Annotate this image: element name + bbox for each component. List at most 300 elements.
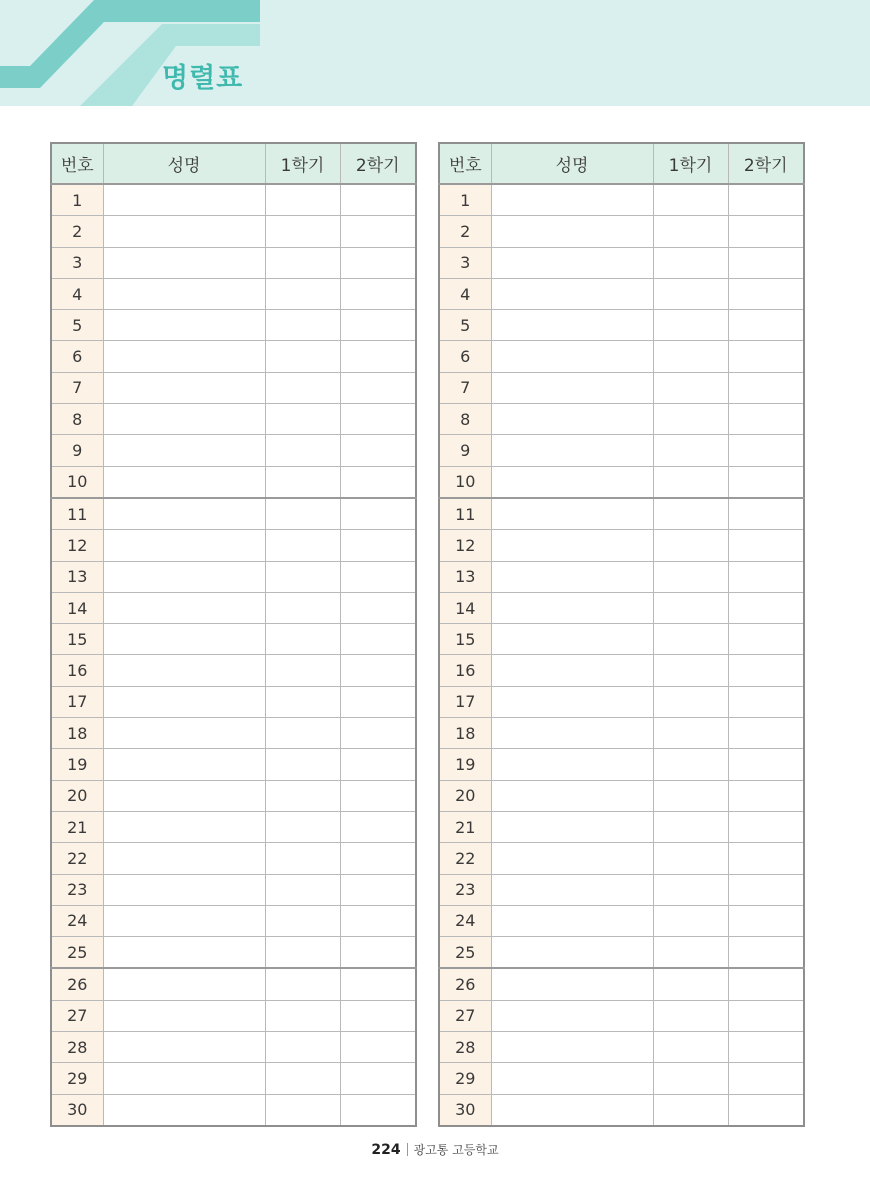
semester-2-cell[interactable] [728,655,804,686]
semester-1-cell[interactable] [265,843,340,874]
name-cell[interactable] [103,466,265,498]
row-number: 26 [439,968,491,1000]
semester-2-cell[interactable] [728,780,804,811]
page-number: 224 [371,1142,401,1158]
table-row [439,968,804,1000]
name-cell[interactable] [103,811,265,842]
row-number: 14 [51,592,103,623]
row-number: 4 [439,278,491,309]
semester-1-cell[interactable] [653,718,728,749]
table-row [51,341,416,372]
semester-2-cell[interactable] [340,655,416,686]
name-cell[interactable] [103,498,265,530]
semester-1-cell[interactable] [265,686,340,717]
table-row [439,530,804,561]
header-semester-1: 1학기 [265,143,340,184]
row-number: 17 [439,686,491,717]
semester-1-cell[interactable] [653,530,728,561]
semester-1-cell[interactable] [265,749,340,780]
name-cell[interactable] [491,498,653,530]
row-number: 24 [51,905,103,936]
name-cell[interactable] [103,1094,265,1126]
semester-2-cell[interactable] [340,1000,416,1031]
semester-2-cell[interactable] [340,404,416,435]
semester-1-cell[interactable] [653,780,728,811]
row-number: 5 [439,310,491,341]
name-cell[interactable] [103,1032,265,1063]
semester-1-cell[interactable] [265,1094,340,1126]
row-number: 13 [439,561,491,592]
semester-1-cell[interactable] [265,905,340,936]
name-cell[interactable] [103,937,265,969]
semester-2-cell[interactable] [728,718,804,749]
semester-2-cell[interactable] [340,968,416,1000]
semester-1-cell[interactable] [653,968,728,1000]
semester-1-cell[interactable] [653,811,728,842]
semester-2-cell[interactable] [340,905,416,936]
name-cell[interactable] [491,341,653,372]
semester-1-cell[interactable] [265,372,340,403]
table-row [439,718,804,749]
row-number: 15 [51,624,103,655]
name-cell[interactable] [103,905,265,936]
footer-divider [407,1143,408,1156]
row-number: 1 [51,184,103,216]
table-row [51,1094,416,1126]
name-cell[interactable] [103,372,265,403]
semester-2-cell[interactable] [728,686,804,717]
table-row [439,1094,804,1126]
semester-1-cell[interactable] [653,404,728,435]
row-number: 19 [439,749,491,780]
name-cell[interactable] [103,278,265,309]
name-cell[interactable] [491,1032,653,1063]
row-number: 25 [439,937,491,969]
semester-1-cell[interactable] [653,278,728,309]
semester-1-cell[interactable] [653,937,728,969]
semester-1-cell[interactable] [265,811,340,842]
row-number: 21 [439,811,491,842]
semester-1-cell[interactable] [653,247,728,278]
semester-1-cell[interactable] [265,435,340,466]
row-number: 27 [51,1000,103,1031]
semester-1-cell[interactable] [265,278,340,309]
table-row [51,780,416,811]
name-cell[interactable] [491,561,653,592]
row-number: 3 [439,247,491,278]
semester-1-cell[interactable] [265,655,340,686]
table-row [51,937,416,969]
row-number: 22 [51,843,103,874]
table-row [51,561,416,592]
row-number: 16 [51,655,103,686]
name-cell[interactable] [491,530,653,561]
table-row [439,498,804,530]
semester-1-cell[interactable] [265,341,340,372]
semester-2-cell[interactable] [728,624,804,655]
table-row [439,1032,804,1063]
row-number: 5 [51,310,103,341]
row-number: 30 [439,1094,491,1126]
semester-1-cell[interactable] [265,247,340,278]
semester-2-cell[interactable] [340,466,416,498]
table-row [51,372,416,403]
row-number: 3 [51,247,103,278]
semester-2-cell[interactable] [728,905,804,936]
header-semester-1: 1학기 [653,143,728,184]
semester-1-cell[interactable] [265,1000,340,1031]
table-row [439,310,804,341]
page-footer [0,1141,870,1158]
semester-2-cell[interactable] [728,278,804,309]
semester-2-cell[interactable] [728,530,804,561]
semester-1-cell[interactable] [265,184,340,216]
semester-2-cell[interactable] [728,749,804,780]
row-number: 11 [439,498,491,530]
semester-2-cell[interactable] [340,498,416,530]
header-name: 성명 [103,143,265,184]
table-row [51,466,416,498]
name-cell[interactable] [103,310,265,341]
name-cell[interactable] [103,874,265,905]
name-cell[interactable] [103,404,265,435]
table-row [51,686,416,717]
row-number: 24 [439,905,491,936]
table-row [439,937,804,969]
semester-2-cell[interactable] [340,216,416,247]
name-cell[interactable] [491,372,653,403]
table-row [51,310,416,341]
semester-1-cell[interactable] [653,1000,728,1031]
semester-1-cell[interactable] [653,310,728,341]
name-cell[interactable] [491,968,653,1000]
name-cell[interactable] [103,435,265,466]
semester-1-cell[interactable] [265,404,340,435]
name-cell[interactable] [103,686,265,717]
semester-1-cell[interactable] [653,216,728,247]
row-number: 12 [51,530,103,561]
page-title: 명렬표 [162,63,244,94]
name-cell[interactable] [491,655,653,686]
name-cell[interactable] [491,184,653,216]
name-cell[interactable] [103,184,265,216]
semester-1-cell[interactable] [653,1094,728,1126]
semester-1-cell[interactable] [265,216,340,247]
table-row [51,1063,416,1094]
row-number: 12 [439,530,491,561]
table-row [439,404,804,435]
table-row [439,561,804,592]
name-cell[interactable] [103,780,265,811]
name-cell[interactable] [103,247,265,278]
semester-2-cell[interactable] [340,1094,416,1126]
name-cell[interactable] [491,843,653,874]
semester-1-cell[interactable] [653,624,728,655]
row-number: 7 [439,372,491,403]
semester-2-cell[interactable] [340,592,416,623]
table-row [51,718,416,749]
table-row [51,404,416,435]
name-cell[interactable] [491,466,653,498]
semester-1-cell[interactable] [265,718,340,749]
semester-2-cell[interactable] [728,561,804,592]
semester-2-cell[interactable] [728,466,804,498]
semester-1-cell[interactable] [265,1032,340,1063]
name-cell[interactable] [103,216,265,247]
semester-2-cell[interactable] [340,937,416,969]
semester-1-cell[interactable] [653,466,728,498]
semester-1-cell[interactable] [653,341,728,372]
row-number: 17 [51,686,103,717]
semester-1-cell[interactable] [653,749,728,780]
semester-2-cell[interactable] [728,341,804,372]
book-name: 광고통 고등학교 [413,1143,499,1157]
semester-2-cell[interactable] [728,874,804,905]
semester-2-cell[interactable] [340,278,416,309]
semester-2-cell[interactable] [728,843,804,874]
row-number: 16 [439,655,491,686]
header-number: 번호 [51,143,103,184]
semester-2-cell[interactable] [728,1094,804,1126]
semester-2-cell[interactable] [728,247,804,278]
semester-1-cell[interactable] [265,498,340,530]
table-row [51,592,416,623]
semester-1-cell[interactable] [265,780,340,811]
row-number: 18 [51,718,103,749]
table-row [439,466,804,498]
table-row [51,905,416,936]
name-cell[interactable] [103,655,265,686]
semester-2-cell[interactable] [340,561,416,592]
header-semester-2: 2학기 [728,143,804,184]
name-cell[interactable] [103,1000,265,1031]
table-row [439,1063,804,1094]
table-row [51,498,416,530]
table-row [439,341,804,372]
table-row [51,811,416,842]
name-cell[interactable] [491,247,653,278]
semester-1-cell[interactable] [653,905,728,936]
semester-2-cell[interactable] [728,968,804,1000]
name-cell[interactable] [491,592,653,623]
semester-1-cell[interactable] [653,843,728,874]
name-cell[interactable] [103,341,265,372]
semester-1-cell[interactable] [653,561,728,592]
table-row [51,624,416,655]
semester-2-cell[interactable] [340,310,416,341]
semester-2-cell[interactable] [728,811,804,842]
row-number: 8 [439,404,491,435]
row-number: 6 [51,341,103,372]
table-row [439,655,804,686]
table-row [439,905,804,936]
header-number: 번호 [439,143,491,184]
semester-2-cell[interactable] [340,530,416,561]
semester-2-cell[interactable] [728,372,804,403]
roster-table-left [50,142,417,1127]
semester-1-cell[interactable] [265,968,340,1000]
row-number: 18 [439,718,491,749]
table-row [439,686,804,717]
table-row [439,624,804,655]
semester-1-cell[interactable] [653,686,728,717]
name-cell[interactable] [491,811,653,842]
row-number: 27 [439,1000,491,1031]
name-cell[interactable] [491,310,653,341]
name-cell[interactable] [491,404,653,435]
row-number: 23 [439,874,491,905]
semester-2-cell[interactable] [728,404,804,435]
semester-1-cell[interactable] [265,937,340,969]
semester-1-cell[interactable] [653,1063,728,1094]
semester-1-cell[interactable] [265,624,340,655]
semester-1-cell[interactable] [653,435,728,466]
table-row [51,843,416,874]
row-number: 22 [439,843,491,874]
table-row [51,278,416,309]
table-row [439,216,804,247]
row-number: 8 [51,404,103,435]
name-cell[interactable] [491,278,653,309]
semester-1-cell[interactable] [265,1063,340,1094]
name-cell[interactable] [491,1094,653,1126]
table-row [51,968,416,1000]
semester-1-cell[interactable] [265,874,340,905]
semester-2-cell[interactable] [340,341,416,372]
semester-1-cell[interactable] [653,874,728,905]
name-cell[interactable] [491,937,653,969]
row-number: 10 [439,466,491,498]
semester-2-cell[interactable] [340,843,416,874]
table-row [439,435,804,466]
semester-2-cell[interactable] [340,184,416,216]
name-cell[interactable] [103,749,265,780]
semester-1-cell[interactable] [653,184,728,216]
table-row [439,843,804,874]
semester-2-cell[interactable] [340,372,416,403]
table-row [51,216,416,247]
name-cell[interactable] [103,968,265,1000]
row-number: 4 [51,278,103,309]
semester-1-cell[interactable] [653,1032,728,1063]
semester-1-cell[interactable] [653,592,728,623]
row-number: 6 [439,341,491,372]
table-row [439,278,804,309]
semester-1-cell[interactable] [653,498,728,530]
semester-2-cell[interactable] [340,435,416,466]
semester-1-cell[interactable] [265,310,340,341]
semester-2-cell[interactable] [340,686,416,717]
semester-2-cell[interactable] [340,1032,416,1063]
semester-2-cell[interactable] [728,1000,804,1031]
semester-2-cell[interactable] [728,1063,804,1094]
semester-2-cell[interactable] [340,874,416,905]
name-cell[interactable] [491,1000,653,1031]
row-number: 15 [439,624,491,655]
semester-1-cell[interactable] [265,530,340,561]
table-row [51,435,416,466]
name-cell[interactable] [491,718,653,749]
roster-table-right [438,142,805,1127]
table-row [51,1000,416,1031]
table-row [51,874,416,905]
row-number: 26 [51,968,103,1000]
name-cell[interactable] [103,624,265,655]
name-cell[interactable] [491,1063,653,1094]
name-cell[interactable] [491,686,653,717]
name-cell[interactable] [103,561,265,592]
table-row [439,372,804,403]
row-number: 10 [51,466,103,498]
name-cell[interactable] [491,905,653,936]
header-name: 성명 [491,143,653,184]
semester-2-cell[interactable] [340,811,416,842]
row-number: 7 [51,372,103,403]
table-row [439,592,804,623]
table-header-row [439,143,804,184]
semester-2-cell[interactable] [728,937,804,969]
table-row [439,874,804,905]
name-cell[interactable] [103,843,265,874]
semester-2-cell[interactable] [728,216,804,247]
name-cell[interactable] [103,592,265,623]
name-cell[interactable] [491,216,653,247]
semester-2-cell[interactable] [340,780,416,811]
row-number: 2 [439,216,491,247]
name-cell[interactable] [103,718,265,749]
name-cell[interactable] [103,530,265,561]
semester-2-cell[interactable] [340,749,416,780]
semester-2-cell[interactable] [728,498,804,530]
semester-2-cell[interactable] [728,184,804,216]
row-number: 30 [51,1094,103,1126]
name-cell[interactable] [491,874,653,905]
semester-2-cell[interactable] [340,1063,416,1094]
row-number: 14 [439,592,491,623]
table-row [51,655,416,686]
table-row [51,749,416,780]
name-cell[interactable] [491,780,653,811]
semester-2-cell[interactable] [728,592,804,623]
name-cell[interactable] [103,1063,265,1094]
semester-1-cell[interactable] [265,561,340,592]
semester-2-cell[interactable] [728,1032,804,1063]
table-row [439,1000,804,1031]
name-cell[interactable] [491,749,653,780]
row-number: 29 [51,1063,103,1094]
name-cell[interactable] [491,624,653,655]
semester-2-cell[interactable] [728,435,804,466]
semester-1-cell[interactable] [265,592,340,623]
semester-2-cell[interactable] [340,624,416,655]
row-number: 1 [439,184,491,216]
name-cell[interactable] [491,435,653,466]
semester-1-cell[interactable] [265,466,340,498]
semester-2-cell[interactable] [340,247,416,278]
semester-2-cell[interactable] [340,718,416,749]
table-row [51,1032,416,1063]
semester-1-cell[interactable] [653,372,728,403]
semester-1-cell[interactable] [653,655,728,686]
row-number: 21 [51,811,103,842]
row-number: 20 [439,780,491,811]
row-number: 13 [51,561,103,592]
semester-2-cell[interactable] [728,310,804,341]
row-number: 28 [51,1032,103,1063]
row-number: 20 [51,780,103,811]
table-row [439,811,804,842]
table-row [439,780,804,811]
